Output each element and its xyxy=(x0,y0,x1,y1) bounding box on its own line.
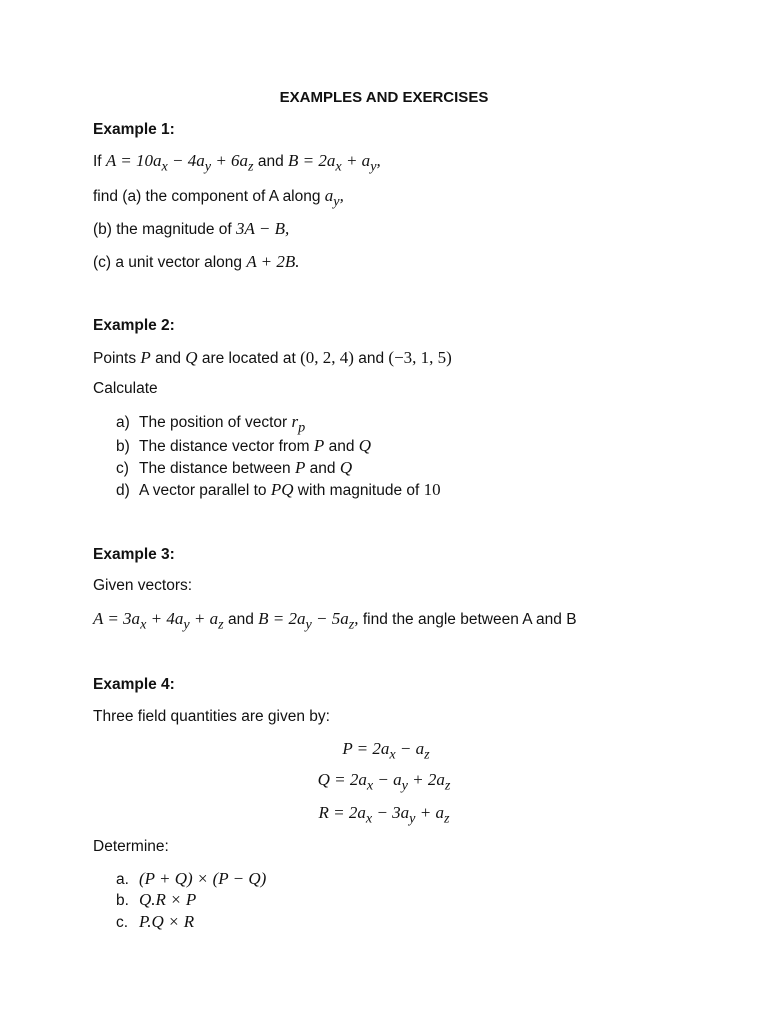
math: $a_y$, xyxy=(324,186,344,210)
text: are located at xyxy=(197,350,301,367)
example-4-item-c xyxy=(116,912,194,932)
example-1-line-3 xyxy=(93,219,289,239)
example-2-item-a xyxy=(116,412,305,436)
list-marker: a. xyxy=(116,871,129,888)
math-point: (−3, 1, 5) xyxy=(388,348,452,367)
math: $R = 2a_x - 3a_y + a_z$ xyxy=(318,803,450,827)
math: Q xyxy=(185,348,198,367)
math-vector-b: $B = 2a_x + a_y$, xyxy=(288,151,381,175)
text: find the angle between A and B xyxy=(358,611,577,628)
text: A vector parallel to xyxy=(139,482,271,499)
math: P xyxy=(294,458,306,477)
list-marker: b) xyxy=(116,438,130,455)
example-1-heading: Example 1: xyxy=(93,121,175,138)
example-2-item-d xyxy=(116,480,441,500)
text: Points xyxy=(93,350,141,367)
text: The distance vector from xyxy=(139,438,314,455)
math-vector-a: $A = 10a_x - 4a_y + 6a_z$ xyxy=(105,151,254,175)
text: The position of vector xyxy=(139,414,292,431)
text: (b) the magnitude of xyxy=(93,221,237,238)
text: (c) a unit vector along xyxy=(93,254,247,271)
math-point: (0, 2, 4) xyxy=(300,348,354,367)
math: P xyxy=(313,436,325,455)
math: $r_p$ xyxy=(291,412,306,436)
math: $Q = 2a_x - a_y + 2a_z$ xyxy=(317,770,451,794)
equation-r xyxy=(0,803,768,827)
math: (P + Q) × (P − Q) xyxy=(139,869,267,888)
text: and xyxy=(353,350,389,367)
text: find (a) the component of A along xyxy=(93,188,325,205)
math: Q.R × P xyxy=(139,890,197,909)
example-3-vectors xyxy=(93,609,577,633)
list-marker: c. xyxy=(116,914,129,931)
example-4-heading: Example 4: xyxy=(93,676,175,693)
math: Q xyxy=(358,436,372,455)
math-vector-b: $B = 2a_y - 5a_z$, xyxy=(258,609,359,633)
math: P xyxy=(140,348,151,367)
equation-p xyxy=(0,739,768,763)
example-2-line-1 xyxy=(93,348,452,368)
math: $P = 2a_x - a_z$ xyxy=(342,739,430,763)
example-1-line-4 xyxy=(93,252,300,272)
example-2-heading: Example 2: xyxy=(93,317,175,334)
example-2-item-c xyxy=(116,458,352,478)
text: and xyxy=(150,350,186,367)
example-3-heading: Example 3: xyxy=(93,546,175,563)
math: PQ xyxy=(270,480,294,499)
example-2-calculate: Calculate xyxy=(93,380,158,397)
math: 10 xyxy=(423,480,441,499)
example-4-determine: Determine: xyxy=(93,838,169,855)
text: and xyxy=(305,460,340,477)
math: Q xyxy=(339,458,353,477)
example-2-item-b xyxy=(116,436,371,456)
example-4-item-a xyxy=(116,869,266,889)
math: A + 2B. xyxy=(246,252,300,271)
text: with magnitude of xyxy=(293,482,424,499)
text: If xyxy=(93,153,106,170)
list-marker: c) xyxy=(116,460,129,477)
math-vector-a: $A = 3a_x + 4a_y + a_z$ xyxy=(93,609,224,633)
math: 3A − B, xyxy=(236,219,290,238)
example-1-line-2 xyxy=(93,186,344,210)
example-4-item-b xyxy=(116,890,196,910)
text: and xyxy=(253,153,289,170)
example-3-given: Given vectors: xyxy=(93,577,193,594)
example-4-intro: Three field quantities are given by: xyxy=(93,708,330,725)
list-marker: a) xyxy=(116,414,130,431)
text: The distance between xyxy=(139,460,295,477)
page-title: EXAMPLES AND EXERCISES xyxy=(279,89,489,106)
list-marker: b. xyxy=(116,892,129,909)
text: and xyxy=(324,438,359,455)
example-1-line-1 xyxy=(93,151,381,175)
list-marker: d) xyxy=(116,482,130,499)
math: P.Q × R xyxy=(139,912,195,931)
text: and xyxy=(223,611,259,628)
equation-q xyxy=(0,770,768,794)
